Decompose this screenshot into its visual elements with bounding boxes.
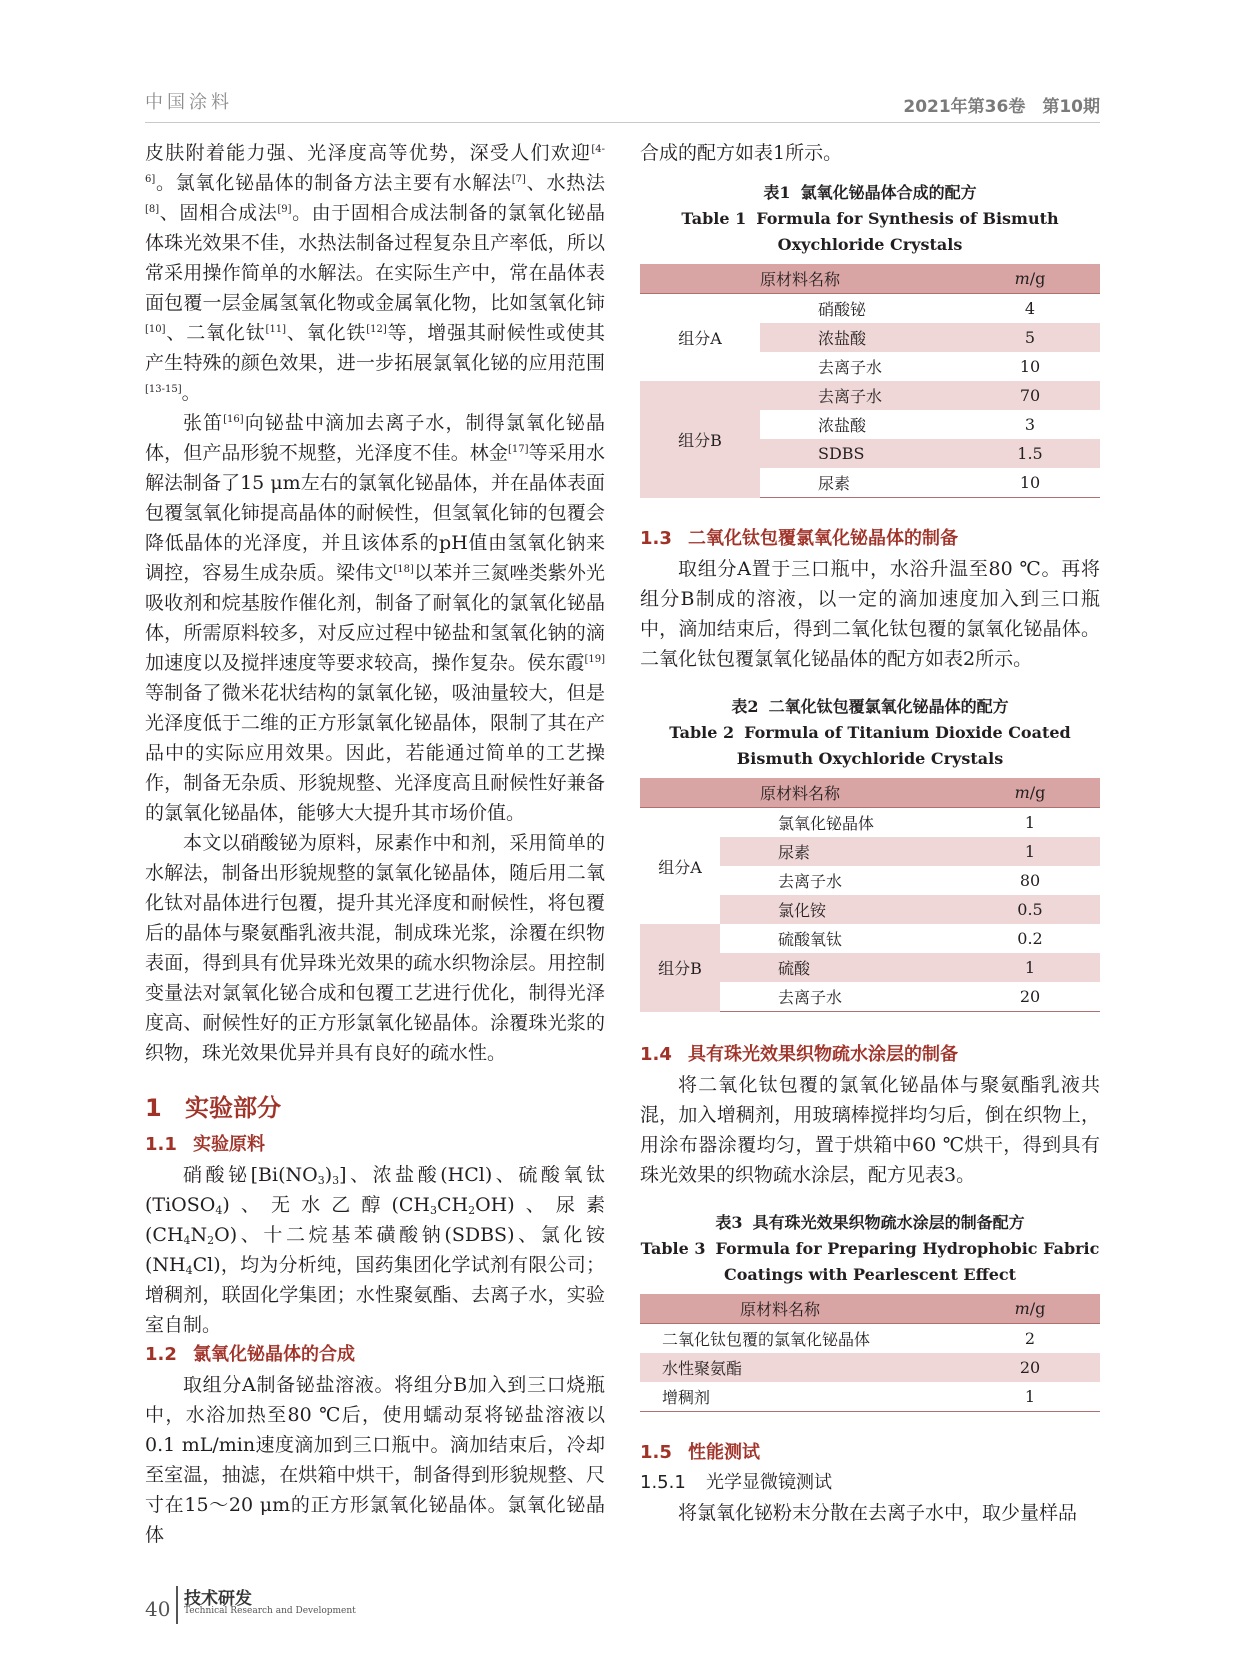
table-1-caption-en: Table 1 Formula for Synthesis of Bismuth Oxychloride Crystals bbox=[681, 209, 1059, 254]
paragraph-this-work: 本文以硝酸铋为原料，尿素作中和剂，采用简单的水解法，制备出形貌规整的氯氧化铋晶体，随后用二氧化钛对晶体进行包覆，提升其光泽度和耐候性，将包覆后的晶体与聚氨酯乳液共混，制成珠光浆，涂覆在织物表面，得到具有优异珠光效果的疏水织物涂层。用控制变量法对氯氧化铋合成和包覆工艺进行优化，制得光泽度高、耐候性好的正方形氯氧化铋晶体。涂覆珠光浆的织物，珠光效果优异并具有良好的疏水性。 bbox=[145, 832, 605, 1064]
section-heading-1-5: 1.5 性能测试 bbox=[640, 1442, 760, 1463]
table-row bbox=[640, 1324, 1100, 1354]
mass-cell: 10 bbox=[960, 468, 1100, 498]
table-2-caption bbox=[640, 694, 1100, 772]
material-cell: 氯化铵 bbox=[720, 895, 960, 924]
table-row bbox=[640, 294, 1100, 324]
mass-cell: 0.5 bbox=[960, 895, 1100, 924]
paragraph-coating: 取组分A置于三口瓶中，水浴升温至80 ℃。再将组分B制成的溶液，以一定的滴加速度加入到三口瓶中，滴加结束后，得到二氧化钛包覆的氯氧化铋晶体。二氧化钛包覆氯氧化铋晶体的配方如表2所示。 bbox=[640, 558, 1100, 670]
table-2-caption-en: Table 2 Formula of Titanium Dioxide Coated Bismuth Oxychloride Crystals bbox=[669, 723, 1071, 768]
table-2 bbox=[640, 778, 1100, 1012]
mass-cell: 3 bbox=[1024, 415, 1036, 434]
footer-section-cn: 技术研发 bbox=[184, 1589, 252, 1609]
material-cell: SDBS bbox=[760, 439, 960, 468]
issue-info: 2021年第36卷 第10期 bbox=[903, 97, 1100, 117]
footer-section-en: Technical Research and Development bbox=[184, 1606, 356, 1616]
mass-cell: 1 bbox=[1024, 813, 1036, 832]
table-header-row bbox=[640, 778, 1100, 808]
left-column bbox=[145, 138, 605, 1550]
header-material: 原材料名称 bbox=[640, 264, 960, 294]
table-1-caption-cn: 表1 氯氧化铋晶体合成的配方 bbox=[763, 183, 977, 202]
table-1-caption bbox=[640, 180, 1100, 258]
table-row bbox=[640, 808, 1100, 838]
header-mass: m/g bbox=[960, 1294, 1100, 1324]
group-a-label: 组分A bbox=[678, 329, 722, 348]
mass-cell: 70 bbox=[960, 381, 1100, 410]
section-heading-1-3: 1.3 二氧化钛包覆氯氧化铋晶体的制备 bbox=[640, 528, 958, 549]
material-cell: 尿素 bbox=[720, 837, 960, 866]
group-b-label: 组分B bbox=[640, 381, 760, 498]
section-heading-1-2: 1.2 氯氧化铋晶体的合成 bbox=[145, 1344, 355, 1365]
table-header-row bbox=[640, 1294, 1100, 1324]
paragraph-literature-review: 张笛[16]向铋盐中滴加去离子水，制得氯氧化铋晶体，但产品形貌不规整，光泽度不佳。林金[17]等采用水解法制备了15 μm左右的氯氧化铋晶体，并在晶体表面包覆氢氧化铈提高晶体的耐候性，但氢氧化铈的包覆会降低晶体的光泽度，并且该体系的pH值由氢氧化钠来调控，容易生成杂质。梁伟文[18]以苯并三氮唑类紫外光吸收剂和烷基胺作催化剂，制备了耐氧化的氯氧化铋晶体，所需原料较多，对反应过程中铋盐和氢氧化钠的滴加速度以及搅拌速度等要求较高，操作复杂。侯东霞[19]等制备了微米花状结构的氯氧化铋，吸油量较大，但是光泽度低于二维的正方形氯氧化铋晶体，限制了其在产品中的实际应用效果。因此，若能通过简单的工艺操作，制备无杂质、形貌规整、光泽度高且耐候性好兼备的氯氧化铋晶体，能够大大提升其市场价值。 bbox=[145, 412, 605, 824]
header-material: 原材料名称 bbox=[640, 778, 960, 808]
table-1 bbox=[640, 264, 1100, 498]
material-cell: 去离子水 bbox=[778, 872, 843, 891]
section-heading-1-5-1: 1.5.1 光学显微镜测试 bbox=[640, 1472, 832, 1493]
footer-divider bbox=[176, 1586, 178, 1624]
journal-name: 中国涂料 bbox=[145, 92, 233, 113]
table-row bbox=[640, 1382, 1100, 1412]
paragraph-materials: 硝酸铋$[Bi(NO_3)_3]$、浓盐酸(HCl)、硫酸氧钛(TiOSO$_4$)、无水乙醇$(CH_3CH_2OH)$、尿素$(CH_4N_2O)$、十二烷基苯磺酸钠(SDBS)、氯化铵$(NH_4Cl)$，均为分析纯，国药集团化学试剂有限公司；增稠剂，联固化学集团；水性聚氨酯、去离子水，实验室自制。 bbox=[145, 1164, 606, 1336]
paragraph-intro-continued: 皮肤附着能力强、光泽度高等优势，深受人们欢迎[4-6]。氯氧化铋晶体的制备方法主要有水解法[7]、水热法[8]、固相合成法[9]。由于固相合成法制备的氯氧化铋晶体珠光效果不佳，水热法制备过程复杂且产率低，所以常采用操作简单的水解法。在实际生产中，常在晶体表面包覆一层金属氢氧化物或金属氧化物，比如氢氧化铈[10]、二氧化钛[11]、氧化铁[12]等，增强其耐候性或使其产生特殊的颜色效果，进一步拓展氯氧化铋的应用范围[13-15]。 bbox=[145, 142, 605, 404]
table-3 bbox=[640, 1294, 1100, 1412]
material-cell: 去离子水 bbox=[760, 381, 960, 410]
group-b-label: 组分B bbox=[640, 924, 720, 1012]
table-3-caption-cn: 表3 具有珠光效果织物疏水涂层的制备配方 bbox=[715, 1213, 1025, 1232]
table-header-row bbox=[640, 264, 1100, 294]
material-cell: 氯氧化铋晶体 bbox=[778, 814, 875, 833]
mass-cell: 2 bbox=[1024, 1329, 1036, 1348]
section-heading-1: 1 实验部分 bbox=[145, 1094, 281, 1122]
right-column bbox=[640, 138, 1100, 1528]
table-2-caption-cn: 表2 二氧化钛包覆氯氧化铋晶体的配方 bbox=[731, 697, 1009, 716]
paragraph-synthesis-continued: 合成的配方如表1所示。 bbox=[640, 142, 843, 164]
mass-cell: 20 bbox=[960, 1353, 1100, 1382]
mass-cell: 1 bbox=[960, 837, 1100, 866]
mass-cell: 5 bbox=[960, 323, 1100, 352]
material-cell: 增稠剂 bbox=[640, 1382, 960, 1412]
mass-cell: 0.2 bbox=[1017, 929, 1043, 948]
material-cell: 硝酸铋 bbox=[818, 300, 867, 319]
header-material: 原材料名称 bbox=[640, 1294, 960, 1324]
paragraph-fabric-coating: 将二氧化钛包覆的氯氧化铋晶体与聚氨酯乳液共混，加入增稠剂，用玻璃棒搅拌均匀后，倒在织物上，用涂布器涂覆均匀，置于烘箱中60 ℃烘干，得到具有珠光效果的织物疏水涂层，配方见表3。 bbox=[640, 1074, 1100, 1186]
mass-cell: 20 bbox=[960, 982, 1100, 1012]
material-cell: 硫酸氧钛 bbox=[778, 930, 843, 949]
material-cell: 去离子水 bbox=[818, 358, 883, 377]
material-cell: 去离子水 bbox=[720, 982, 960, 1012]
paragraph-microscopy: 将氯氧化铋粉末分散在去离子水中，取少量样品 bbox=[678, 1502, 1078, 1524]
section-heading-1-4: 1.4 具有珠光效果织物疏水涂层的制备 bbox=[640, 1044, 958, 1065]
table-row bbox=[640, 1353, 1100, 1382]
material-cell: 水性聚氨酯 bbox=[640, 1353, 960, 1382]
material-cell: 二氧化钛包覆的氯氧化铋晶体 bbox=[662, 1330, 871, 1349]
mass-cell: 80 bbox=[1019, 871, 1041, 890]
table-row bbox=[640, 924, 1100, 953]
page-number: 40 bbox=[145, 1597, 171, 1621]
material-cell: 尿素 bbox=[760, 468, 960, 498]
mass-cell: 1.5 bbox=[960, 439, 1100, 468]
table-3-caption bbox=[640, 1210, 1100, 1288]
table-row bbox=[640, 381, 1100, 410]
table-3-caption-en: Table 3 Formula for Preparing Hydrophobic Fabric Coatings with Pearlescent Effect bbox=[640, 1239, 1100, 1284]
mass-cell: 4 bbox=[1024, 299, 1036, 318]
header-rule bbox=[145, 122, 1100, 123]
mass-cell: 1 bbox=[960, 953, 1100, 982]
header-mass: m/g bbox=[960, 778, 1100, 808]
material-cell: 浓盐酸 bbox=[760, 323, 960, 352]
mass-cell: 10 bbox=[1019, 357, 1041, 376]
header-mass: m/g bbox=[960, 264, 1100, 294]
material-cell: 硫酸 bbox=[720, 953, 960, 982]
section-heading-1-1: 1.1 实验原料 bbox=[145, 1134, 265, 1155]
mass-cell: 1 bbox=[960, 1382, 1100, 1412]
material-cell: 浓盐酸 bbox=[818, 416, 867, 435]
paragraph-synthesis: 取组分A制备铋盐溶液。将组分B加入到三口烧瓶中，水浴加热至80 ℃后，使用蠕动泵将铋盐溶液以0.1 mL/min速度滴加到三口瓶中。滴加结束后，冷却至室温，抽滤，在烘箱中烘干，制备得到形貌规整、尺寸在15～20 μm的正方形氯氧化铋晶体。氯氧化铋晶体 bbox=[145, 1374, 605, 1546]
group-a-label: 组分A bbox=[658, 857, 702, 877]
